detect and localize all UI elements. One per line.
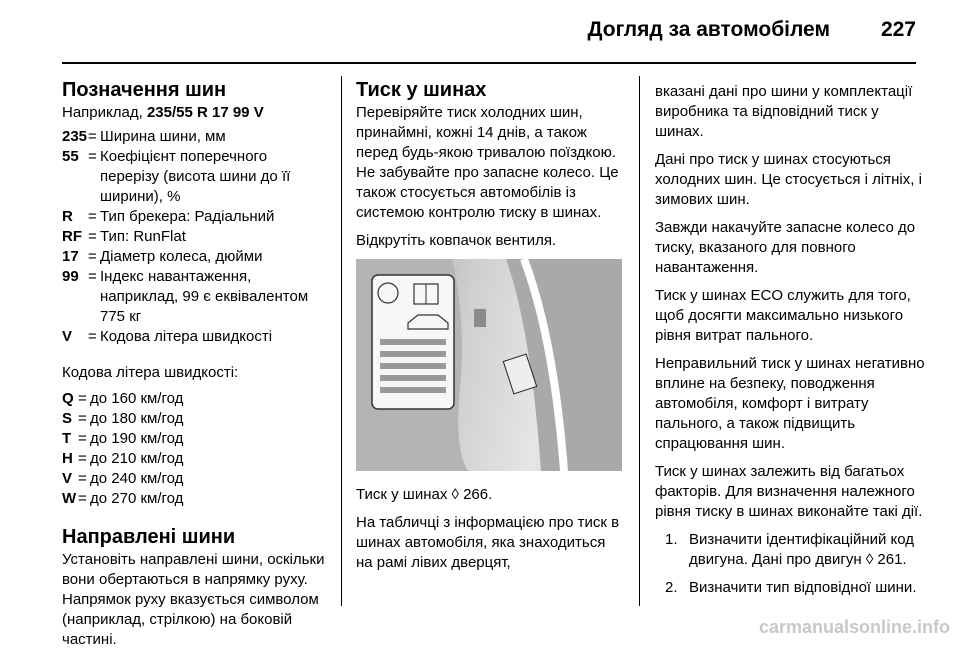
step-text: Визначити ідентифікаційний код двигуна. Дані про двигун ◊ 261. — [689, 531, 915, 568]
speed-desc: до 180 км/год — [90, 410, 184, 427]
speed-desc: до 190 км/год — [90, 430, 184, 447]
definition-desc: Коефіцієнт поперечного перерізу (висота шини до її ширини), % — [100, 148, 291, 205]
column-tire-pressure — [356, 78, 626, 581]
speed-intro: Кодова літера швидкості: — [62, 364, 239, 381]
definition-desc: Тип: RunFlat — [100, 228, 186, 245]
definition-row — [62, 327, 330, 347]
speed-row — [62, 429, 330, 449]
definition-desc: Індекс навантаження, наприклад, 99 є еквівалентом 775 кг — [100, 268, 309, 325]
speed-eq: = — [78, 490, 87, 507]
speed-term: S — [62, 410, 73, 427]
paragraph: вказані дані про шини у комплектації виробника та відповідний тиск у шинах. — [655, 83, 913, 140]
definition-eq: = — [88, 248, 97, 265]
speed-eq: = — [78, 410, 87, 427]
step-item — [665, 530, 925, 570]
definition-term: 55 — [62, 148, 79, 165]
definition-row — [62, 227, 330, 247]
speed-term: H — [62, 450, 73, 467]
step-item — [665, 578, 925, 598]
definition-row — [62, 127, 330, 147]
definition-desc: Діаметр колеса, дюйми — [100, 248, 263, 265]
speed-eq: = — [78, 430, 87, 447]
definition-row — [62, 207, 330, 227]
paragraph: Тиск у шинах ECO служить для того, щоб досягти максимально низького рівня витрат пального. — [655, 287, 911, 344]
speed-row — [62, 389, 330, 409]
paragraph: Тиск у шинах ◊ 266. — [356, 486, 493, 503]
speed-term: T — [62, 430, 72, 447]
paragraph: Тиск у шинах залежить від багатьох факторів. Для визначення належного рівня тиску в шинах виконайте такі дії. — [655, 463, 923, 520]
column-tire-designation — [62, 78, 330, 658]
step-number: 2. — [665, 579, 678, 596]
speed-desc: до 160 км/год — [90, 390, 184, 407]
speed-desc: до 240 км/год — [90, 470, 184, 487]
definition-eq: = — [88, 228, 97, 245]
paragraph: Дані про тиск у шинах стосуються холодних шин. Це стосується і літніх, і зимових шин. — [655, 151, 922, 208]
directional-text: Установіть направлені шини, оскільки вони обертаються в напрямку руху. Напрямок руху вказується символом (наприклад, стрілкою) на боковій частині. — [62, 551, 325, 648]
speed-term: V — [62, 470, 73, 487]
speed-desc: до 270 км/год — [90, 490, 184, 507]
definition-row — [62, 267, 330, 327]
tire-pressure-label-photo — [356, 259, 622, 471]
door-frame-illustration — [356, 259, 622, 471]
paragraph: Неправильний тиск у шинах негативно вплине на безпеку, поводження автомобіля, комфорт і витрату пального, а також підвищить спрацювання шин. — [655, 355, 925, 452]
speed-list — [62, 389, 330, 509]
example-prefix: Наприклад, — [62, 104, 147, 121]
definition-desc: Тип брекера: Радіальний — [100, 208, 275, 225]
paragraph: На табличці з інформацією про тиск в шинах автомобіля, яка знаходиться на рамі лівих дверцят, — [356, 514, 620, 571]
definition-term: R — [62, 208, 73, 225]
section-title-tire-pressure: Тиск у шинах — [356, 79, 487, 101]
definition-desc: Кодова літера швидкості — [100, 328, 273, 345]
header-title: Догляд за автомобілем — [587, 18, 830, 41]
definition-desc: Ширина шини, мм — [100, 128, 226, 145]
definition-eq: = — [88, 268, 97, 285]
speed-eq: = — [78, 470, 87, 487]
definition-row — [62, 147, 330, 207]
definition-eq: = — [88, 148, 97, 165]
speed-row — [62, 489, 330, 509]
definition-eq: = — [88, 208, 97, 225]
definition-term: 99 — [62, 268, 79, 285]
paragraph: Перевіряйте тиск холодних шин, принаймні, кожні 14 днів, а також перед будь-якою тривалою поїздкою. Не забувайте про запасне колесо. Це також стосується автомобілів із системою контролю тиску в шинах. — [356, 104, 619, 221]
speed-eq: = — [78, 390, 87, 407]
example-code: 235/55 R 17 99 V — [146, 104, 264, 121]
speed-row — [62, 469, 330, 489]
definition-term: RF — [62, 228, 82, 245]
page-number: 227 — [880, 18, 916, 41]
column-tire-pressure-continued — [655, 82, 925, 606]
watermark: carmanualsonline.info — [758, 617, 950, 637]
definition-list — [62, 127, 330, 347]
example-line — [62, 103, 330, 123]
step-number: 1. — [665, 531, 678, 548]
column-divider — [639, 76, 640, 606]
paragraph: Відкрутіть ковпачок вентиля. — [356, 232, 557, 249]
column-divider — [341, 76, 342, 606]
speed-row — [62, 449, 330, 469]
paragraph: Завжди накачуйте запасне колесо до тиску, вказаного для повного навантаження. — [655, 219, 916, 276]
definition-term: V — [62, 328, 73, 345]
step-text: Визначити тип відповідної шини. — [689, 579, 917, 596]
definition-term: 17 — [62, 248, 79, 265]
header-rule — [62, 62, 916, 64]
speed-desc: до 210 км/год — [90, 450, 184, 467]
speed-term: Q — [62, 390, 74, 407]
section-title-directional-tires: Направлені шини — [62, 526, 236, 548]
section-title-tire-designation: Позначення шин — [62, 79, 227, 101]
definition-eq: = — [88, 328, 97, 345]
speed-row — [62, 409, 330, 429]
definition-eq: = — [88, 128, 97, 145]
speed-term: W — [62, 490, 77, 507]
definition-row — [62, 247, 330, 267]
definition-term: 235 — [62, 128, 88, 145]
speed-eq: = — [78, 450, 87, 467]
steps-list — [655, 530, 925, 598]
